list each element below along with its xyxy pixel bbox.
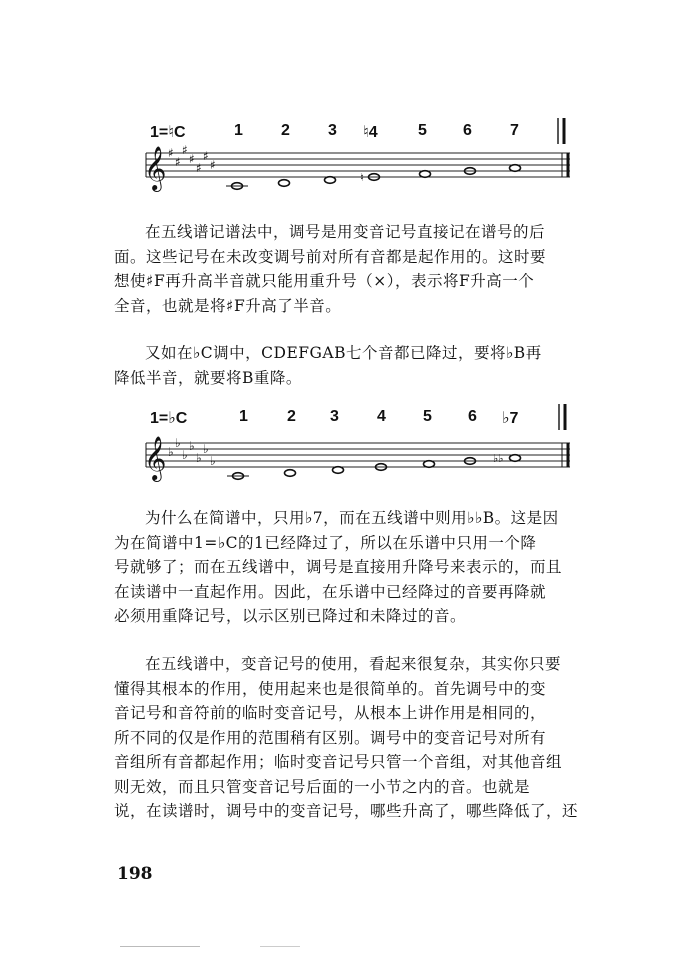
jianpu-note: ♭7 <box>502 410 519 427</box>
text-line: 号就够了；而在五线谱中，调号是直接用升降号来表示的，而且 <box>114 558 563 576</box>
jianpu-row-2 <box>0 408 690 432</box>
text-line: 则无效，而且只管变音记号后面的一小节之内的音。也就是 <box>114 777 531 796</box>
jianpu-note: 3 <box>328 122 337 139</box>
key-signature-label-1: 1=♮C <box>150 124 186 141</box>
text-line: 在读谱中一直起作用。因此，在乐谱中已经降过的音要再降就 <box>114 582 547 601</box>
text-line: 为什么在简谱中，只用♭7，而在五线谱中则用♭♭B。这是因 <box>145 509 559 527</box>
natural-sign-icon: ♮ <box>360 171 364 184</box>
jianpu-note: 5 <box>418 122 427 139</box>
scan-artifact-line <box>120 946 200 947</box>
svg-text:♯: ♯ <box>175 155 181 169</box>
jianpu-note: 6 <box>463 122 472 139</box>
jianpu-note: 5 <box>423 408 432 425</box>
svg-text:♭: ♭ <box>189 439 195 453</box>
jianpu-note: 2 <box>281 122 290 139</box>
jianpu-note: 4 <box>377 408 386 425</box>
jianpu-note: 7 <box>510 122 519 139</box>
svg-text:♯: ♯ <box>210 158 216 172</box>
svg-text:♯: ♯ <box>168 146 174 160</box>
text-line: 懂得其根本的作用，使用起来也是很简单的。首先调号中的变 <box>114 679 547 698</box>
jianpu-note: 6 <box>468 408 477 425</box>
text-line: 面。这些记号在未改变调号前对所有音都是起作用的。这时要 <box>114 247 547 266</box>
text-line: 又如在♭C调中，CDEFGAB七个音都已降过，要将♭B再 <box>145 344 542 362</box>
text-line: 在五线谱记谱法中，调号是用变音记号直接记在谱号的后 <box>145 223 546 241</box>
text-line: 所不同的仅是作用的范围稍有区别。调号中的变音记号对所有 <box>114 728 547 747</box>
jianpu-note: 2 <box>287 408 296 425</box>
svg-text:♭: ♭ <box>210 454 216 468</box>
music-staff-1 <box>138 143 578 198</box>
treble-clef-icon: 𝄞 <box>144 146 167 190</box>
jianpu-note: 3 <box>330 408 339 425</box>
sharp-key-signature-icon <box>168 143 216 175</box>
text-line: 说，在读谱时，调号中的变音记号，哪些升高了，哪些降低了，还 <box>114 802 579 820</box>
text-line: 降低半音，就要将B重降。 <box>114 368 302 387</box>
double-flat-icon: ♭♭ <box>493 452 504 465</box>
jianpu-final-barline-1 <box>555 118 569 146</box>
svg-text:♭: ♭ <box>175 436 181 450</box>
text-line: 必须用重降记号，以示区别已降过和未降过的音。 <box>114 607 467 625</box>
text-line: 音组所有音都起作用；临时变音记号只管一个音组，对其他音组 <box>114 753 563 771</box>
paragraph-why-double-flat <box>114 506 632 629</box>
key-signature-label-2: 1=♭C <box>150 410 188 427</box>
text-line: 在五线谱中，变音记号的使用，看起来很复杂，其实你只要 <box>145 655 562 673</box>
jianpu-row-1 <box>0 122 690 146</box>
text-line: 全音，也就是将♯F升高了半音。 <box>114 296 342 315</box>
page-number: 198 <box>117 864 153 884</box>
paragraph-key-signature-explanation <box>114 220 632 318</box>
svg-text:♯: ♯ <box>203 149 209 163</box>
treble-clef-icon: 𝄞 <box>144 436 167 480</box>
svg-text:♭: ♭ <box>168 445 174 459</box>
svg-text:♭: ♭ <box>203 442 209 456</box>
svg-text:♭: ♭ <box>182 448 188 462</box>
paragraph-flat-c-example <box>114 341 632 390</box>
svg-text:♯: ♯ <box>182 143 188 157</box>
jianpu-final-barline-2 <box>556 404 570 432</box>
text-line: 想使♯F再升高半音就只能用重升号（×），表示将F升高一个 <box>114 272 535 290</box>
text-line: 为在简谱中1=♭C的1已经降过了，所以在乐谱中只用一个降 <box>114 533 537 552</box>
paragraph-accidental-usage <box>114 652 632 824</box>
svg-text:♯: ♯ <box>196 161 202 175</box>
flat-key-signature-icon <box>168 436 216 468</box>
svg-text:♯: ♯ <box>189 152 195 166</box>
music-staff-2 <box>138 438 578 488</box>
text-line: 音记号和音符前的临时变音记号，从根本上讲作用是相同的， <box>114 704 547 722</box>
jianpu-note: 1 <box>239 408 248 425</box>
svg-text:♭: ♭ <box>196 451 202 465</box>
jianpu-note: 1 <box>234 122 243 139</box>
scan-artifact-line <box>260 946 300 947</box>
jianpu-note: ♮4 <box>363 124 378 141</box>
